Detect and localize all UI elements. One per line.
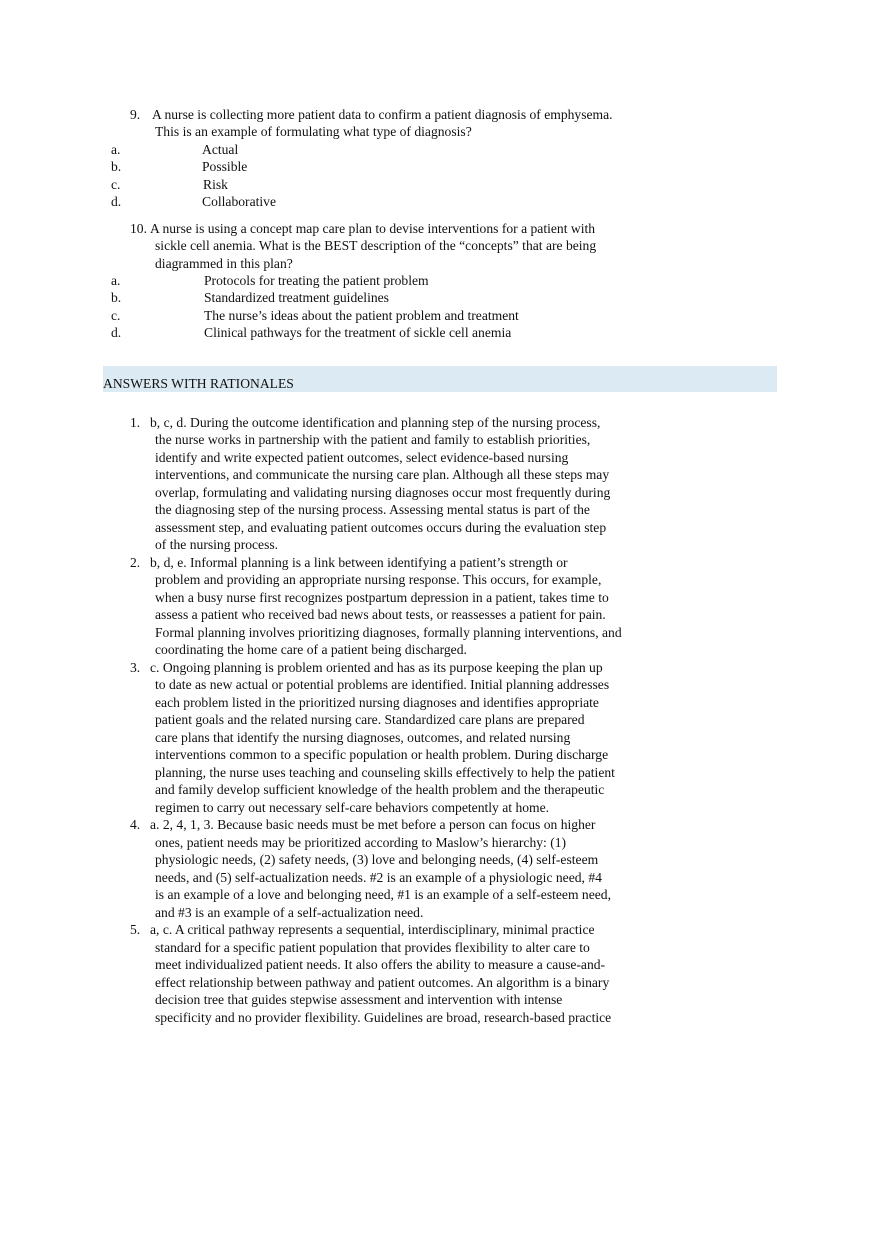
answer-text-line: when a busy nurse first recognizes postpartum depression in a patient, takes time to: [155, 590, 609, 605]
answer-text-line: Formal planning involves prioritizing diagnoses, formally planning interventions, and: [155, 625, 622, 640]
option-letter: c.: [111, 177, 121, 192]
answer-text-line: meet individualized patient needs. It also offers the ability to measure a cause-and-: [155, 957, 606, 972]
question-text-line: This is an example of formulating what type of diagnosis?: [155, 124, 472, 139]
answer-number: 3.: [130, 660, 141, 675]
answer-text-line: specificity and no provider flexibility. Guidelines are broad, research-based practice: [155, 1010, 612, 1025]
answer-text-line: coordinating the home care of a patient being discharged.: [155, 642, 467, 657]
question-number: 10.: [130, 221, 147, 236]
answer-text-line: care plans that identify the nursing diagnoses, outcomes, and related nursing: [155, 730, 571, 745]
option-letter: b.: [111, 159, 122, 174]
option-letter: b.: [111, 290, 122, 305]
answer-text-line: the diagnosing step of the nursing process. Assessing mental status is part of the: [155, 502, 590, 517]
answer-text-line: a. 2, 4, 1, 3. Because basic needs must be met before a person can focus on higher: [150, 817, 596, 832]
question-number: 9.: [130, 107, 141, 122]
answer-text-line: a, c. A critical pathway represents a sequential, interdisciplinary, minimal practice: [150, 922, 595, 937]
answer-number: 5.: [130, 922, 141, 937]
answer-text-line: physiologic needs, (2) safety needs, (3) love and belonging needs, (4) self-esteem: [155, 852, 599, 867]
answer-text-line: regimen to carry out necessary self-care behaviors competently at home.: [155, 800, 550, 815]
option-letter: a.: [111, 142, 121, 157]
option-a: Actual: [202, 142, 239, 157]
answer-text-line: of the nursing process.: [155, 537, 279, 552]
answer-text-line: effect relationship between pathway and patient outcomes. An algorithm is a binary: [155, 975, 610, 990]
answer-number: 2.: [130, 555, 141, 570]
question-text-line: A nurse is using a concept map care plan to devise interventions for a patient with: [150, 221, 596, 236]
answer-text-line: b, d, e. Informal planning is a link between identifying a patient’s strength or: [150, 555, 568, 570]
answer-text-line: c. Ongoing planning is problem oriented and has as its purpose keeping the plan up: [150, 660, 603, 675]
answer-text-line: interventions common to a specific population or health problem. During discharge: [155, 747, 609, 762]
answer-text-line: the nurse works in partnership with the patient and family to establish priorities,: [155, 432, 591, 447]
option-d: Collaborative: [202, 194, 276, 209]
answer-text-line: and #3 is an example of a self-actualization need.: [155, 905, 424, 920]
option-a: Protocols for treating the patient problem: [204, 273, 429, 288]
answer-text-line: and family develop sufficient knowledge of the health problem and the therapeutic: [155, 782, 605, 797]
option-c: Risk: [203, 177, 228, 192]
answer-text-line: assessment step, and evaluating patient outcomes occurs during the evaluation step: [155, 520, 607, 535]
answer-number: 4.: [130, 817, 141, 832]
option-d: Clinical pathways for the treatment of sickle cell anemia: [204, 325, 512, 340]
option-b: Possible: [202, 159, 248, 174]
answer-text-line: b, c, d. During the outcome identification and planning step of the nursing process,: [150, 415, 601, 430]
answer-text-line: standard for a specific patient population that provides flexibility to alter care to: [155, 940, 590, 955]
answer-text-line: ones, patient needs may be prioritized according to Maslow’s hierarchy: (1): [155, 835, 567, 850]
question-text-line: sickle cell anemia. What is the BEST description of the “concepts” that are being: [155, 238, 597, 253]
answer-text-line: decision tree that guides stepwise assessment and intervention with intense: [155, 992, 563, 1007]
option-b: Standardized treatment guidelines: [204, 290, 389, 305]
option-letter: a.: [111, 273, 121, 288]
answer-text-line: identify and write expected patient outcomes, select evidence-based nursing: [155, 450, 569, 465]
answer-text-line: overlap, formulating and validating nursing diagnoses occur most frequently during: [155, 485, 611, 500]
question-text-line: diagrammed in this plan?: [155, 256, 293, 271]
answer-text-line: each problem listed in the prioritized nursing diagnoses and identifies appropriate: [155, 695, 599, 710]
option-letter: d.: [111, 325, 122, 340]
answer-text-line: planning, the nurse uses teaching and counseling skills effectively to help the patient: [155, 765, 615, 780]
answer-text-line: interventions, and communicate the nursing care plan. Although all these steps may: [155, 467, 610, 482]
answer-text-line: to date as new actual or potential problems are identified. Initial planning addresses: [155, 677, 610, 692]
section-heading: ANSWERS WITH RATIONALES: [103, 376, 294, 391]
answer-text-line: assess a patient who received bad news about tests, or reassesses a patient for pain.: [155, 607, 606, 622]
answer-text-line: patient goals and the related nursing care. Standardized care plans are prepared: [155, 712, 585, 727]
option-letter: d.: [111, 194, 122, 209]
option-letter: c.: [111, 308, 121, 323]
answer-text-line: is an example of a love and belonging need, #1 is an example of a self-esteem need,: [155, 887, 611, 902]
answer-text-line: problem and providing an appropriate nursing response. This occurs, for example,: [155, 572, 602, 587]
answer-number: 1.: [130, 415, 141, 430]
option-c: The nurse’s ideas about the patient problem and treatment: [204, 308, 519, 323]
question-text-line: A nurse is collecting more patient data to confirm a patient diagnosis of emphysema.: [152, 107, 613, 122]
answer-text-line: needs, and (5) self-actualization needs. #2 is an example of a physiologic need, #4: [155, 870, 602, 885]
